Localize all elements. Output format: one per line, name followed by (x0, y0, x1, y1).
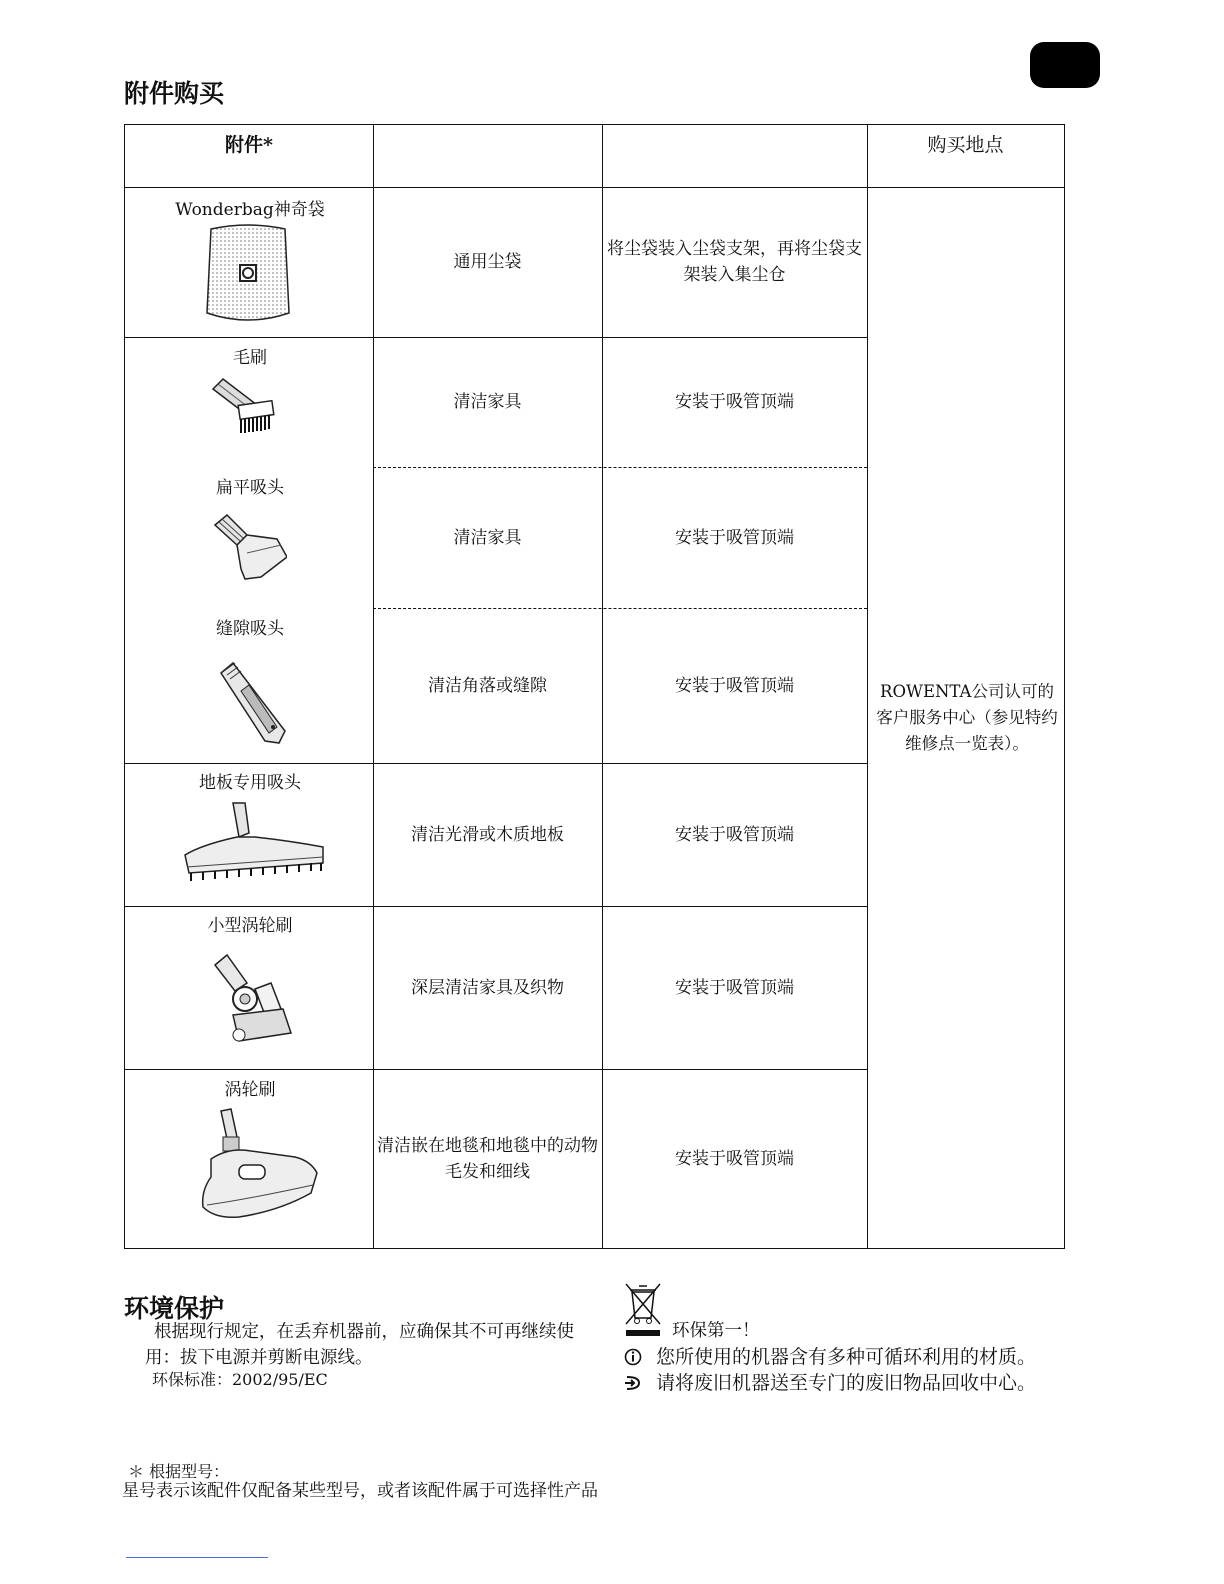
crevice-tool-icon (219, 661, 289, 745)
upholstery-nozzle-icon (211, 513, 287, 585)
purchase-location-cell: ROWENTA公司认可的客户服务中心（参见特约维修点一览表）。 (876, 681, 1058, 753)
use-cell: 深层清洁家具及织物 (411, 977, 564, 998)
turbo-brush-icon (199, 1107, 321, 1225)
column-divider (867, 125, 868, 1248)
use-cell: 清洁嵌在地毯和地毯中的动物毛发和细线 (377, 1135, 598, 1182)
info-icon (624, 1348, 642, 1366)
accessory-name: 涡轮刷 (224, 1080, 276, 1100)
footnote-line1: ＊ 根据型号： (128, 1462, 230, 1481)
environment-paragraph-line1: 根据现行规定，在丢弃机器前，应确保其不可再继续使 (154, 1322, 574, 1342)
footer-rule (126, 1557, 268, 1558)
page-title: 附件购买 (124, 79, 225, 108)
use-cell: 清洁光滑或木质地板 (411, 824, 564, 845)
fitting-cell: 安装于吸管顶端 (675, 977, 794, 998)
accessories-table (124, 124, 1065, 1249)
arrow-line: 请将废旧机器送至专门的废旧物品回收中心。 (656, 1372, 1037, 1394)
dusting-brush-icon (209, 375, 281, 439)
accessory-name: 小型涡轮刷 (207, 916, 293, 936)
accessory-name: 缝隙吸头 (216, 619, 284, 639)
weee-crossed-bin-icon (624, 1282, 662, 1338)
fitting-cell: 安装于吸管顶端 (675, 527, 794, 548)
info-line: 您所使用的机器含有多种可循环利用的材质。 (656, 1346, 1037, 1368)
environment-standard: 环保标准：2002/95/EC (152, 1370, 328, 1389)
dust-bag-icon (203, 223, 293, 327)
accessory-name: Wonderbag神奇袋 (175, 200, 325, 220)
use-cell: 清洁家具 (453, 392, 522, 412)
environment-paragraph-line2: 用：拔下电源并剪断电源线。 (145, 1348, 373, 1368)
fitting-cell: 安装于吸管顶端 (675, 1148, 794, 1169)
fitting-cell: 安装于吸管顶端 (675, 675, 794, 696)
header-purchase: 购买地点 (927, 134, 1004, 156)
fitting-cell: 将尘袋装入尘袋支架，再将尘袋支架装入集尘仓 (607, 239, 862, 285)
accessory-name: 毛刷 (233, 348, 267, 368)
use-cell: 清洁角落或缝隙 (428, 675, 547, 696)
fitting-cell: 安装于吸管顶端 (675, 824, 794, 845)
header-accessory: 附件* (225, 134, 273, 156)
environment-section-title: 环境保护 (124, 1294, 225, 1323)
footnote-line2: 星号表示该配件仅配备某些型号，或者该配件属于可选择性产品 (122, 1481, 598, 1501)
arrow-right-icon (624, 1374, 642, 1392)
mini-turbo-brush-icon (213, 953, 297, 1049)
accessory-name: 地板专用吸头 (199, 773, 301, 793)
parquet-brush-icon (181, 801, 327, 885)
use-cell: 通用尘袋 (453, 252, 522, 272)
fitting-cell: 安装于吸管顶端 (675, 392, 794, 412)
use-cell: 清洁家具 (453, 527, 522, 548)
page-tab-marker (1030, 42, 1100, 88)
accessory-name: 扁平吸头 (216, 478, 284, 498)
eco-first-label: 环保第一！ (672, 1321, 760, 1341)
